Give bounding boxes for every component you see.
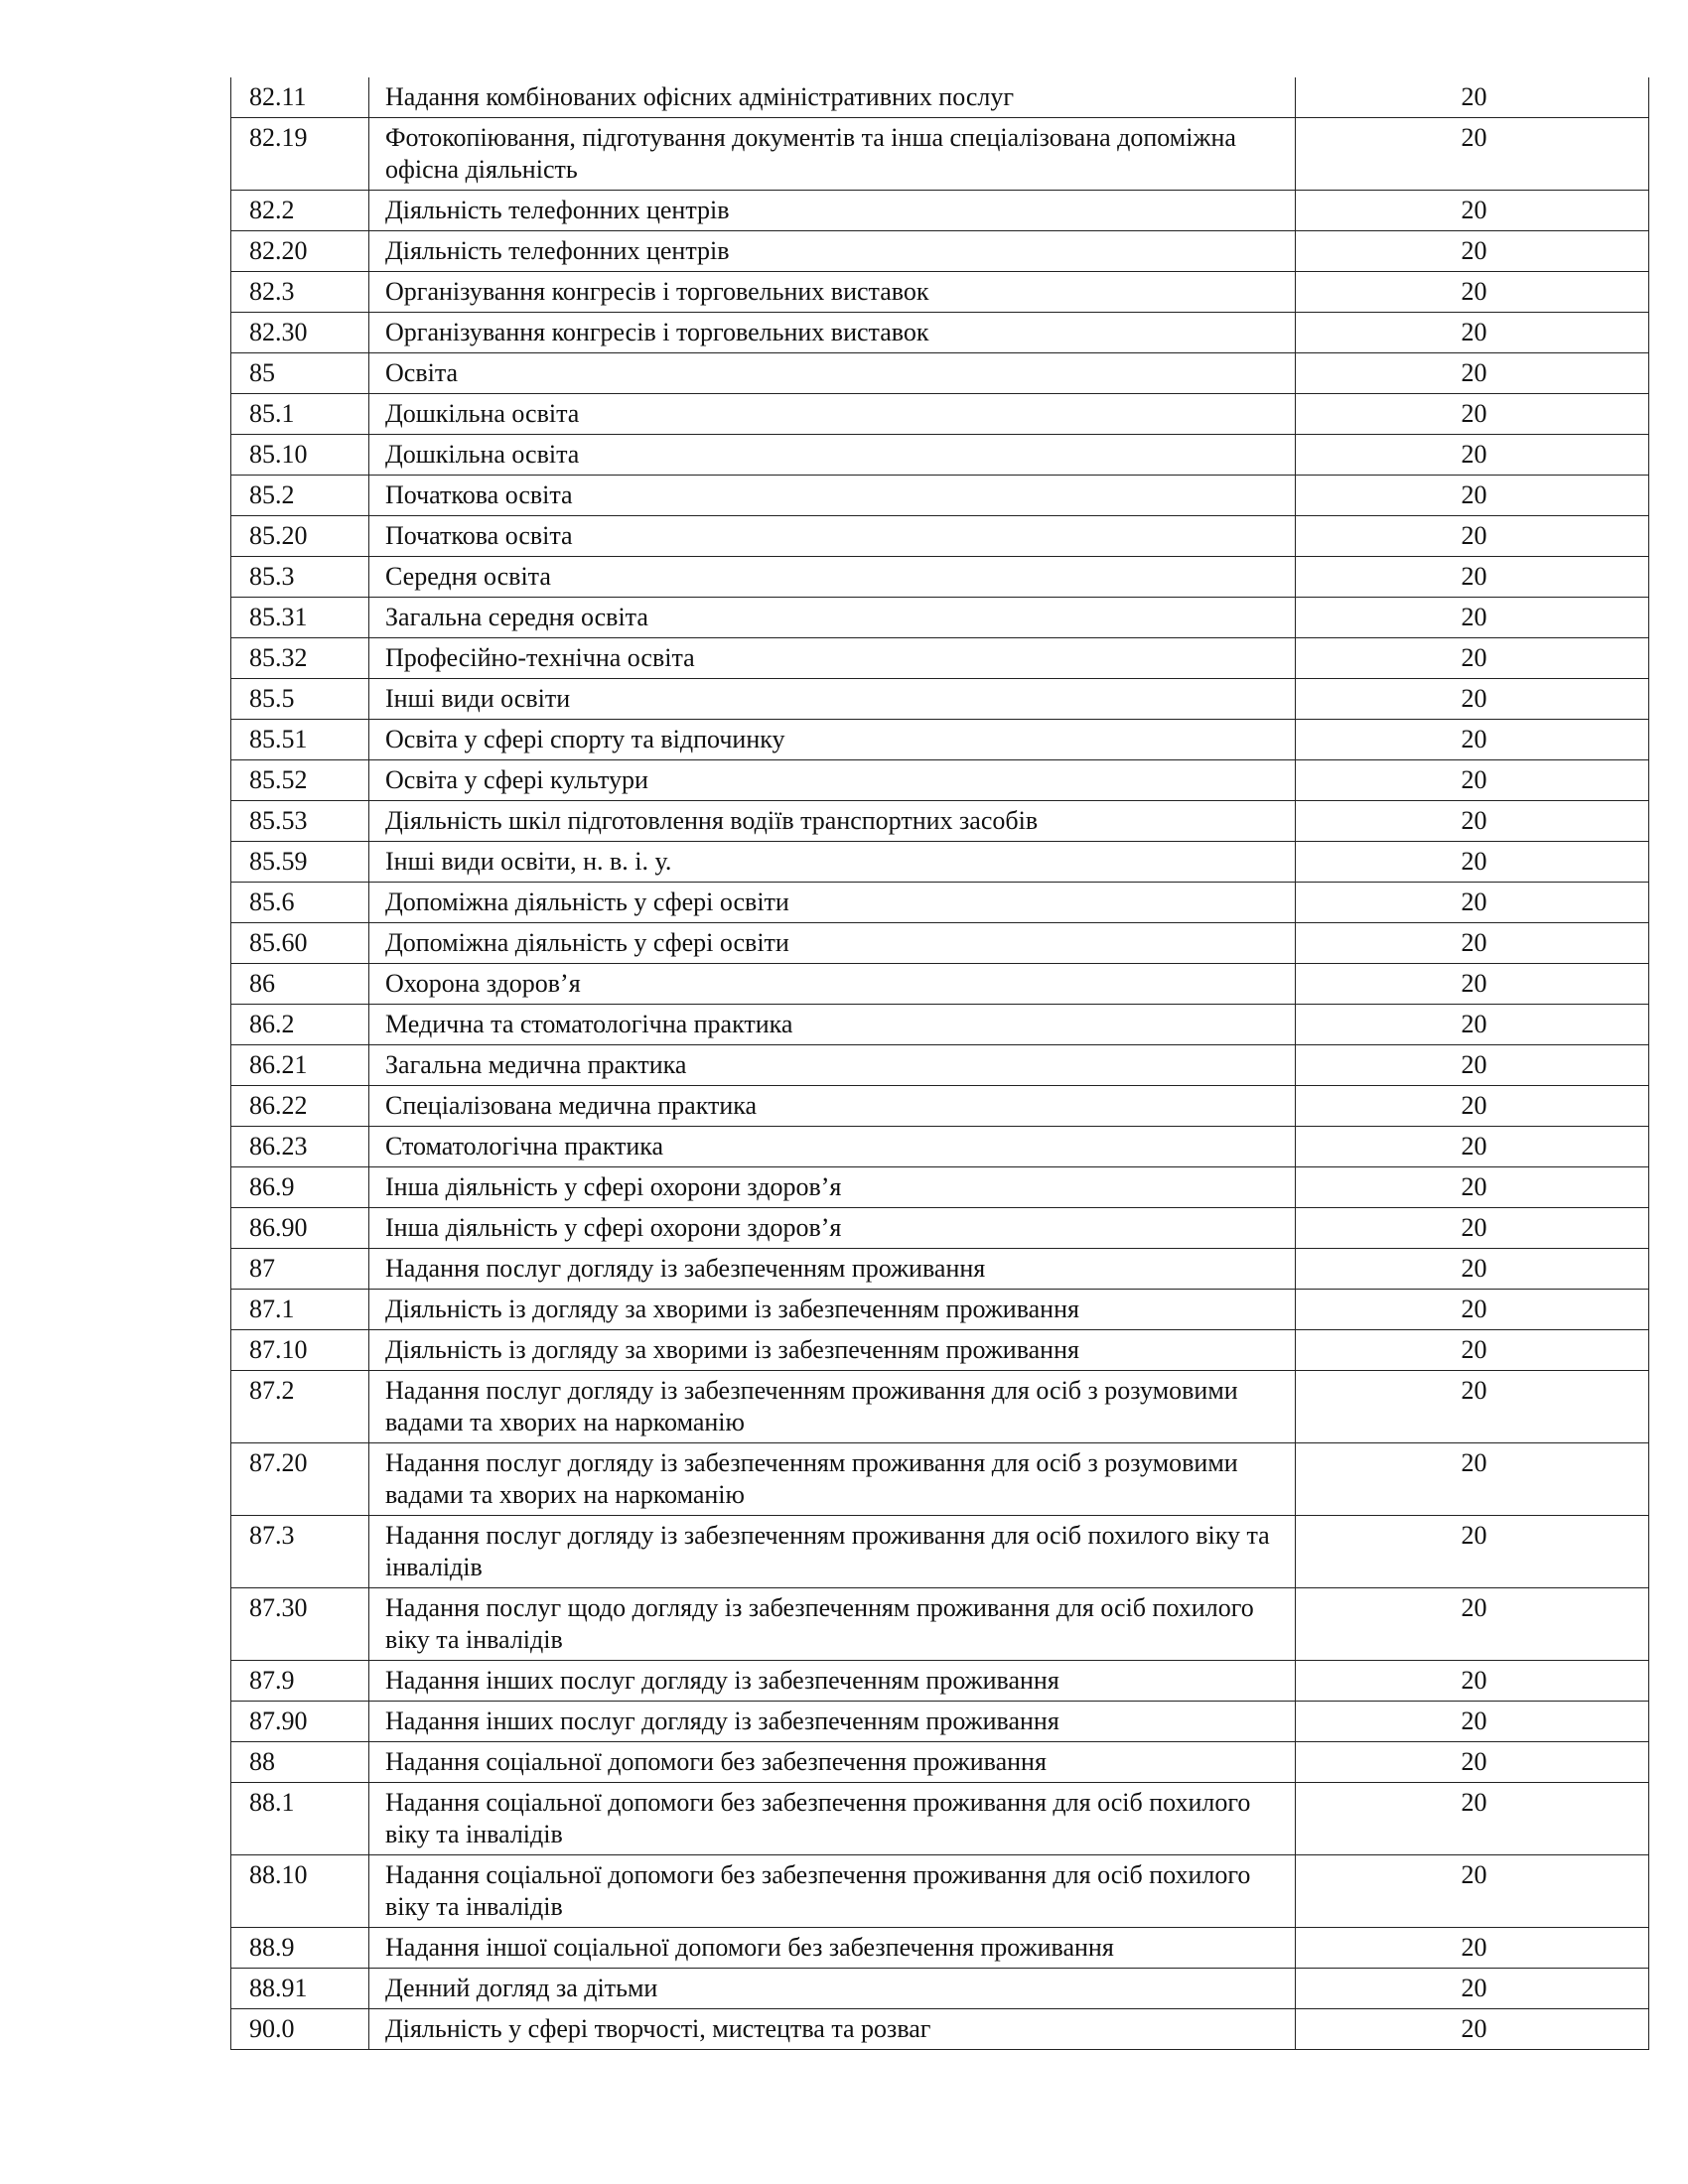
code-cell: 85.31 <box>231 598 369 638</box>
table-row <box>231 1969 1649 2009</box>
code-cell: 85 <box>231 353 369 394</box>
table-row <box>231 1855 1649 1928</box>
description-cell: Спеціалізована медична практика <box>369 1086 1296 1127</box>
table-row <box>231 77 1649 118</box>
description-cell: Початкова освіта <box>369 476 1296 516</box>
code-cell: 85.6 <box>231 883 369 923</box>
table-row <box>231 1167 1649 1208</box>
table-row <box>231 516 1649 557</box>
description-cell: Стоматологічна практика <box>369 1127 1296 1167</box>
description-cell: Освіта у сфері спорту та відпочинку <box>369 720 1296 760</box>
table-row <box>231 923 1649 964</box>
code-cell: 88 <box>231 1742 369 1783</box>
code-cell: 85.32 <box>231 638 369 679</box>
rate-cell: 20 <box>1296 964 1649 1005</box>
code-cell: 85.10 <box>231 435 369 476</box>
table-row <box>231 1330 1649 1371</box>
table-row <box>231 1371 1649 1443</box>
description-cell: Інша діяльність у сфері охорони здоров’я <box>369 1167 1296 1208</box>
code-cell: 86.23 <box>231 1127 369 1167</box>
code-cell: 82.2 <box>231 191 369 231</box>
table-row <box>231 1208 1649 1249</box>
code-cell: 82.3 <box>231 272 369 313</box>
code-cell: 85.59 <box>231 842 369 883</box>
rate-cell: 20 <box>1296 1167 1649 1208</box>
table-row <box>231 964 1649 1005</box>
description-cell: Надання соціальної допомоги без забезпечення проживання для осіб похилого віку та інвалідів <box>369 1855 1296 1928</box>
table-row <box>231 2009 1649 2050</box>
rate-cell: 20 <box>1296 720 1649 760</box>
rate-cell: 20 <box>1296 2009 1649 2050</box>
table-row <box>231 272 1649 313</box>
description-cell: Надання інших послуг догляду із забезпеченням проживання <box>369 1661 1296 1702</box>
description-cell: Надання послуг догляду із забезпеченням проживання для осіб з розумовими вадами та хворих на наркоманію <box>369 1371 1296 1443</box>
table-row <box>231 118 1649 191</box>
code-cell: 88.1 <box>231 1783 369 1855</box>
table-row <box>231 1702 1649 1742</box>
description-cell: Діяльність у сфері творчості, мистецтва та розваг <box>369 2009 1296 2050</box>
rate-cell: 20 <box>1296 1661 1649 1702</box>
table-row <box>231 1661 1649 1702</box>
code-cell: 85.60 <box>231 923 369 964</box>
rate-cell: 20 <box>1296 191 1649 231</box>
code-cell: 86 <box>231 964 369 1005</box>
description-cell: Дошкільна освіта <box>369 394 1296 435</box>
code-cell: 85.3 <box>231 557 369 598</box>
description-cell: Надання послуг догляду із забезпеченням проживання для осіб похилого віку та інвалідів <box>369 1516 1296 1588</box>
description-cell: Освіта у сфері культури <box>369 760 1296 801</box>
description-cell: Надання послуг щодо догляду із забезпеченням проживання для осіб похилого віку та інвалідів <box>369 1588 1296 1661</box>
description-cell: Освіта <box>369 353 1296 394</box>
rate-cell: 20 <box>1296 1969 1649 2009</box>
table-row <box>231 679 1649 720</box>
code-cell: 85.1 <box>231 394 369 435</box>
code-cell: 86.21 <box>231 1045 369 1086</box>
table-row <box>231 842 1649 883</box>
description-cell: Діяльність шкіл підготовлення водіїв транспортних засобів <box>369 801 1296 842</box>
rate-cell: 20 <box>1296 231 1649 272</box>
table-row <box>231 476 1649 516</box>
rate-cell: 20 <box>1296 1443 1649 1516</box>
code-cell: 87.20 <box>231 1443 369 1516</box>
code-cell: 87 <box>231 1249 369 1290</box>
rate-cell: 20 <box>1296 1249 1649 1290</box>
code-cell: 88.10 <box>231 1855 369 1928</box>
rate-cell: 20 <box>1296 1783 1649 1855</box>
table-row <box>231 1290 1649 1330</box>
description-cell: Надання соціальної допомоги без забезпечення проживання для осіб похилого віку та інвалідів <box>369 1783 1296 1855</box>
code-cell: 85.52 <box>231 760 369 801</box>
description-cell: Денний догляд за дітьми <box>369 1969 1296 2009</box>
table-row <box>231 720 1649 760</box>
code-cell: 82.19 <box>231 118 369 191</box>
description-cell: Організування конгресів і торговельних виставок <box>369 313 1296 353</box>
table-row <box>231 883 1649 923</box>
code-cell: 88.9 <box>231 1928 369 1969</box>
rate-cell: 20 <box>1296 1330 1649 1371</box>
code-cell: 87.9 <box>231 1661 369 1702</box>
table-row <box>231 313 1649 353</box>
code-cell: 87.10 <box>231 1330 369 1371</box>
code-cell: 85.51 <box>231 720 369 760</box>
activity-code-table <box>230 77 1649 2050</box>
code-cell: 85.53 <box>231 801 369 842</box>
description-cell: Початкова освіта <box>369 516 1296 557</box>
rate-cell: 20 <box>1296 923 1649 964</box>
rate-cell: 20 <box>1296 1855 1649 1928</box>
table-row <box>231 1742 1649 1783</box>
table-row <box>231 1005 1649 1045</box>
rate-cell: 20 <box>1296 883 1649 923</box>
rate-cell: 20 <box>1296 476 1649 516</box>
description-cell: Надання комбінованих офісних адміністративних послуг <box>369 77 1296 118</box>
table-row <box>231 1443 1649 1516</box>
table-row <box>231 1783 1649 1855</box>
rate-cell: 20 <box>1296 313 1649 353</box>
description-cell: Медична та стоматологічна практика <box>369 1005 1296 1045</box>
code-cell: 86.9 <box>231 1167 369 1208</box>
rate-cell: 20 <box>1296 1005 1649 1045</box>
code-cell: 85.5 <box>231 679 369 720</box>
rate-cell: 20 <box>1296 598 1649 638</box>
description-cell: Надання послуг догляду із забезпеченням проживання для осіб з розумовими вадами та хворих на наркоманію <box>369 1443 1296 1516</box>
code-cell: 86.2 <box>231 1005 369 1045</box>
code-cell: 82.30 <box>231 313 369 353</box>
rate-cell: 20 <box>1296 1742 1649 1783</box>
rate-cell: 20 <box>1296 394 1649 435</box>
rate-cell: 20 <box>1296 118 1649 191</box>
description-cell: Загальна медична практика <box>369 1045 1296 1086</box>
rate-cell: 20 <box>1296 435 1649 476</box>
description-cell: Загальна середня освіта <box>369 598 1296 638</box>
rate-cell: 20 <box>1296 557 1649 598</box>
rate-cell: 20 <box>1296 1516 1649 1588</box>
rate-cell: 20 <box>1296 77 1649 118</box>
code-cell: 85.2 <box>231 476 369 516</box>
description-cell: Діяльність телефонних центрів <box>369 231 1296 272</box>
description-cell: Дошкільна освіта <box>369 435 1296 476</box>
rate-cell: 20 <box>1296 516 1649 557</box>
table-row <box>231 435 1649 476</box>
rate-cell: 20 <box>1296 1045 1649 1086</box>
table-row <box>231 394 1649 435</box>
table-row <box>231 231 1649 272</box>
description-cell: Допоміжна діяльність у сфері освіти <box>369 923 1296 964</box>
description-cell: Надання соціальної допомоги без забезпечення проживання <box>369 1742 1296 1783</box>
description-cell: Професійно-технічна освіта <box>369 638 1296 679</box>
description-cell: Надання інших послуг догляду із забезпеченням проживання <box>369 1702 1296 1742</box>
code-cell: 87.30 <box>231 1588 369 1661</box>
code-cell: 85.20 <box>231 516 369 557</box>
code-cell: 87.90 <box>231 1702 369 1742</box>
description-cell: Організування конгресів і торговельних виставок <box>369 272 1296 313</box>
code-cell: 87.1 <box>231 1290 369 1330</box>
code-cell: 87.3 <box>231 1516 369 1588</box>
rate-cell: 20 <box>1296 1588 1649 1661</box>
description-cell: Надання послуг догляду із забезпеченням проживання <box>369 1249 1296 1290</box>
description-cell: Діяльність із догляду за хворими із забезпеченням проживання <box>369 1290 1296 1330</box>
description-cell: Інші види освіти <box>369 679 1296 720</box>
description-cell: Інші види освіти, н. в. і. у. <box>369 842 1296 883</box>
rate-cell: 20 <box>1296 1702 1649 1742</box>
table-row <box>231 1249 1649 1290</box>
table-row <box>231 638 1649 679</box>
description-cell: Діяльність телефонних центрів <box>369 191 1296 231</box>
rate-cell: 20 <box>1296 1371 1649 1443</box>
rate-cell: 20 <box>1296 1928 1649 1969</box>
rate-cell: 20 <box>1296 760 1649 801</box>
table-row <box>231 1928 1649 1969</box>
table-body <box>231 77 1649 2050</box>
rate-cell: 20 <box>1296 842 1649 883</box>
rate-cell: 20 <box>1296 1290 1649 1330</box>
description-cell: Інша діяльність у сфері охорони здоров’я <box>369 1208 1296 1249</box>
table-row <box>231 801 1649 842</box>
rate-cell: 20 <box>1296 1086 1649 1127</box>
table-row <box>231 353 1649 394</box>
rate-cell: 20 <box>1296 801 1649 842</box>
table-row <box>231 1516 1649 1588</box>
table-row <box>231 598 1649 638</box>
code-cell: 87.2 <box>231 1371 369 1443</box>
code-cell: 82.11 <box>231 77 369 118</box>
description-cell: Фотокопіювання, підготування документів та інша спеціалізована допоміжна офісна діяльність <box>369 118 1296 191</box>
description-cell: Надання іншої соціальної допомоги без забезпечення проживання <box>369 1928 1296 1969</box>
description-cell: Середня освіта <box>369 557 1296 598</box>
table-row <box>231 1127 1649 1167</box>
rate-cell: 20 <box>1296 679 1649 720</box>
table-row <box>231 557 1649 598</box>
table-row <box>231 760 1649 801</box>
rate-cell: 20 <box>1296 272 1649 313</box>
table-row <box>231 191 1649 231</box>
table-row <box>231 1588 1649 1661</box>
code-cell: 82.20 <box>231 231 369 272</box>
code-cell: 88.91 <box>231 1969 369 2009</box>
rate-cell: 20 <box>1296 638 1649 679</box>
table-row <box>231 1045 1649 1086</box>
description-cell: Допоміжна діяльність у сфері освіти <box>369 883 1296 923</box>
code-cell: 90.0 <box>231 2009 369 2050</box>
rate-cell: 20 <box>1296 1127 1649 1167</box>
table-row <box>231 1086 1649 1127</box>
rate-cell: 20 <box>1296 1208 1649 1249</box>
description-cell: Діяльність із догляду за хворими із забезпеченням проживання <box>369 1330 1296 1371</box>
code-cell: 86.90 <box>231 1208 369 1249</box>
description-cell: Охорона здоров’я <box>369 964 1296 1005</box>
code-cell: 86.22 <box>231 1086 369 1127</box>
rate-cell: 20 <box>1296 353 1649 394</box>
